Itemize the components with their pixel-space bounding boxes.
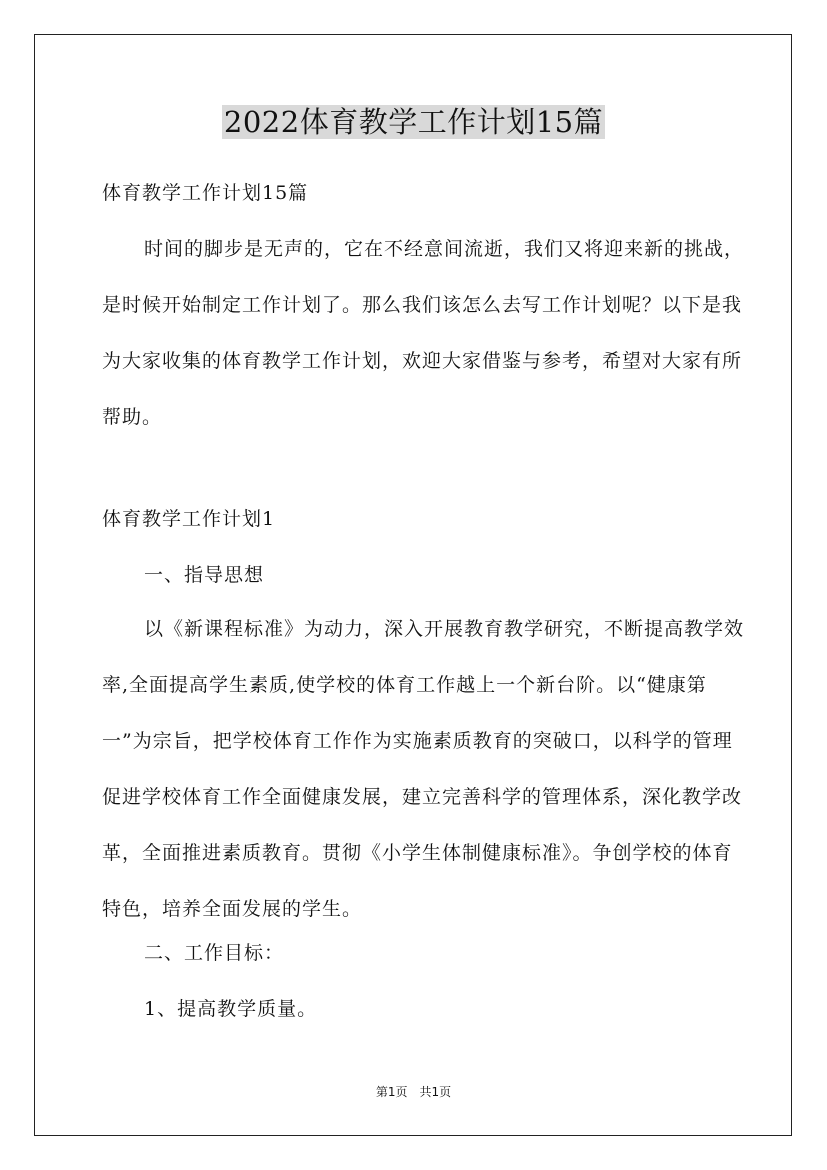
intro-paragraph: 时间的脚步是无声的，它在不经意间流逝，我们又将迎来新的挑战，是时候开始制定工作计划了。那么我们该怎么去写工作计划呢？以下是我为大家收集的体育教学工作计划，欢迎大家借鉴与参考，希望对大家有所帮助。 — [102, 238, 745, 428]
document-title-text: 2022体育教学工作计划15篇 — [223, 105, 604, 139]
part1-heading: 一、指导思想 — [144, 564, 265, 586]
section-heading: 体育教学工作计划1 — [102, 508, 276, 530]
document-title — [0, 100, 827, 144]
part2-heading: 二、工作目标： — [144, 942, 285, 964]
part1-body-paragraph: 以《新课程标准》为动力，深入开展教育教学研究，不断提高教学效率,全面提高学生素质,使学校的体育工作越上一个新台阶。以“健康第一”为宗旨，把学校体育工作作为实施素质教育的突破口，以科学的管理促进学校体育工作全面健康发展，建立完善科学的管理体系，深化教学改革，全面推进素质教育。贯彻《小学生体制健康标准》。争创学校的体育特色，培养全面发展的学生。 — [102, 618, 745, 920]
list-item-1: 1、提高教学质量。 — [144, 998, 318, 1020]
document-subtitle: 体育教学工作计划15篇 — [102, 182, 309, 204]
page-footer: 第1页 共1页 — [375, 1085, 452, 1099]
